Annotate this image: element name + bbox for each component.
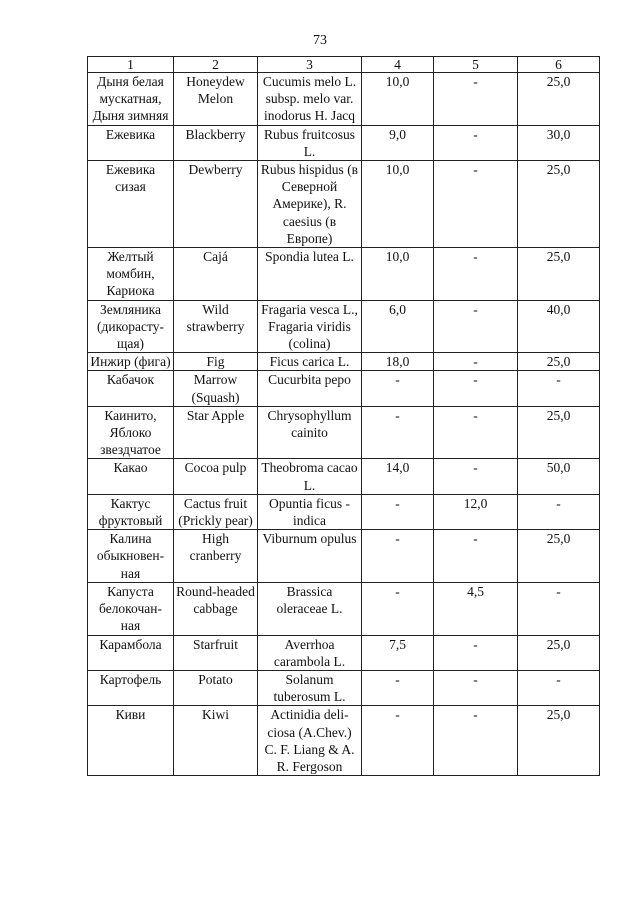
russian-name-cell: Земляника (дикорасту-щая) xyxy=(88,300,174,353)
botanical-name-cell: Rubus hispidus (в Северной Америке), R. caesius (в Европе) xyxy=(258,161,362,248)
english-name-cell: Cajá xyxy=(174,248,258,301)
english-name-cell: Marrow (Squash) xyxy=(174,371,258,406)
value-col5-cell: - xyxy=(434,406,518,459)
value-col6-cell: 25,0 xyxy=(518,73,600,126)
value-col6-cell: 25,0 xyxy=(518,406,600,459)
value-col6-cell: 25,0 xyxy=(518,161,600,248)
header-cell-3: 3 xyxy=(258,57,362,73)
value-col6-cell: 40,0 xyxy=(518,300,600,353)
value-col6-cell: - xyxy=(518,582,600,635)
value-col5-cell: - xyxy=(434,530,518,583)
header-cell-1: 1 xyxy=(88,57,174,73)
botanical-name-cell: Rubus fruitcosus L. xyxy=(258,125,362,160)
russian-name-cell: Киви xyxy=(88,706,174,776)
table-row xyxy=(88,582,600,635)
value-col5-cell: - xyxy=(434,670,518,705)
value-col5-cell: - xyxy=(434,353,518,371)
value-col6-cell: - xyxy=(518,494,600,529)
table-row xyxy=(88,73,600,126)
value-col4-cell: 18,0 xyxy=(362,353,434,371)
value-col5-cell: - xyxy=(434,459,518,494)
table-row xyxy=(88,371,600,406)
value-col6-cell: 50,0 xyxy=(518,459,600,494)
russian-name-cell: Калина обыкновен-ная xyxy=(88,530,174,583)
value-col5-cell: - xyxy=(434,161,518,248)
botanical-name-cell: Solanum tuberosum L. xyxy=(258,670,362,705)
russian-name-cell: Кабачок xyxy=(88,371,174,406)
english-name-cell: Honeydew Melon xyxy=(174,73,258,126)
russian-name-cell: Картофель xyxy=(88,670,174,705)
botanical-name-cell: Ficus carica L. xyxy=(258,353,362,371)
value-col4-cell: 7,5 xyxy=(362,635,434,670)
value-col4-cell: 6,0 xyxy=(362,300,434,353)
value-col4-cell: - xyxy=(362,670,434,705)
value-col5-cell: 12,0 xyxy=(434,494,518,529)
value-col5-cell: - xyxy=(434,635,518,670)
value-col4-cell: 10,0 xyxy=(362,161,434,248)
russian-name-cell: Ежевика сизая xyxy=(88,161,174,248)
botanical-name-cell: Viburnum opulus xyxy=(258,530,362,583)
table-row xyxy=(88,300,600,353)
botanical-name-cell: Opuntia ficus - indica xyxy=(258,494,362,529)
english-name-cell: Starfruit xyxy=(174,635,258,670)
value-col5-cell: - xyxy=(434,706,518,776)
value-col4-cell: - xyxy=(362,582,434,635)
table-row xyxy=(88,353,600,371)
table-row xyxy=(88,635,600,670)
botanical-name-cell: Fragaria vesca L., Fragaria viridis (colina) xyxy=(258,300,362,353)
russian-name-cell: Карамбола xyxy=(88,635,174,670)
value-col5-cell: 4,5 xyxy=(434,582,518,635)
english-name-cell: Cactus fruit (Prickly pear) xyxy=(174,494,258,529)
english-name-cell: Dewberry xyxy=(174,161,258,248)
header-row xyxy=(88,57,600,73)
table-row xyxy=(88,161,600,248)
table-body xyxy=(88,73,600,776)
value-col4-cell: 10,0 xyxy=(362,73,434,126)
english-name-cell: High cranberry xyxy=(174,530,258,583)
header-cell-5: 5 xyxy=(434,57,518,73)
russian-name-cell: Инжир (фига) xyxy=(88,353,174,371)
table-row xyxy=(88,406,600,459)
botanical-name-cell: Theobroma cacao L. xyxy=(258,459,362,494)
value-col6-cell: - xyxy=(518,371,600,406)
russian-name-cell: Капуста белокочан-ная xyxy=(88,582,174,635)
table-row xyxy=(88,459,600,494)
value-col4-cell: - xyxy=(362,494,434,529)
value-col4-cell: - xyxy=(362,371,434,406)
russian-name-cell: Кактус фруктовый xyxy=(88,494,174,529)
english-name-cell: Fig xyxy=(174,353,258,371)
table-header xyxy=(88,57,600,73)
page-number: 73 xyxy=(313,33,327,48)
value-col5-cell: - xyxy=(434,371,518,406)
value-col6-cell: 25,0 xyxy=(518,530,600,583)
table-row xyxy=(88,494,600,529)
botanical-name-cell: Cucurbita pepo xyxy=(258,371,362,406)
value-col6-cell: 25,0 xyxy=(518,353,600,371)
russian-name-cell: Какао xyxy=(88,459,174,494)
botanical-name-cell: Actinidia deli-ciosa (A.Chev.) C. F. Liang & A. R. Fergoson xyxy=(258,706,362,776)
table-row xyxy=(88,530,600,583)
value-col6-cell: 25,0 xyxy=(518,248,600,301)
botanical-name-cell: Spondia lutea L. xyxy=(258,248,362,301)
botanical-name-cell: Chrysophyllum cainito xyxy=(258,406,362,459)
russian-name-cell: Ежевика xyxy=(88,125,174,160)
value-col4-cell: - xyxy=(362,406,434,459)
value-col6-cell: 30,0 xyxy=(518,125,600,160)
value-col5-cell: - xyxy=(434,248,518,301)
value-col5-cell: - xyxy=(434,300,518,353)
table-row xyxy=(88,706,600,776)
value-col6-cell: 25,0 xyxy=(518,706,600,776)
table-row xyxy=(88,248,600,301)
english-name-cell: Blackberry xyxy=(174,125,258,160)
value-col4-cell: - xyxy=(362,530,434,583)
value-col6-cell: - xyxy=(518,670,600,705)
value-col4-cell: 10,0 xyxy=(362,248,434,301)
value-col4-cell: - xyxy=(362,706,434,776)
english-name-cell: Star Apple xyxy=(174,406,258,459)
header-cell-4: 4 xyxy=(362,57,434,73)
botanical-name-cell: Averrhoa carambola L. xyxy=(258,635,362,670)
header-cell-6: 6 xyxy=(518,57,600,73)
russian-name-cell: Каинито, Яблоко звездчатое xyxy=(88,406,174,459)
value-col5-cell: - xyxy=(434,73,518,126)
english-name-cell: Wild strawberry xyxy=(174,300,258,353)
value-col5-cell: - xyxy=(434,125,518,160)
header-cell-2: 2 xyxy=(174,57,258,73)
russian-name-cell: Дыня белая мускатная, Дыня зимняя xyxy=(88,73,174,126)
value-col4-cell: 9,0 xyxy=(362,125,434,160)
value-col4-cell: 14,0 xyxy=(362,459,434,494)
table-row xyxy=(88,670,600,705)
table-row xyxy=(88,125,600,160)
data-table xyxy=(87,56,600,776)
value-col6-cell: 25,0 xyxy=(518,635,600,670)
english-name-cell: Potato xyxy=(174,670,258,705)
botanical-name-cell: Cucumis melo L. subsp. melo var. inodorus H. Jacq xyxy=(258,73,362,126)
russian-name-cell: Желтый момбин, Кариока xyxy=(88,248,174,301)
botanical-name-cell: Brassica oleraceae L. xyxy=(258,582,362,635)
english-name-cell: Round-headed cabbage xyxy=(174,582,258,635)
english-name-cell: Cocoa pulp xyxy=(174,459,258,494)
english-name-cell: Kiwi xyxy=(174,706,258,776)
